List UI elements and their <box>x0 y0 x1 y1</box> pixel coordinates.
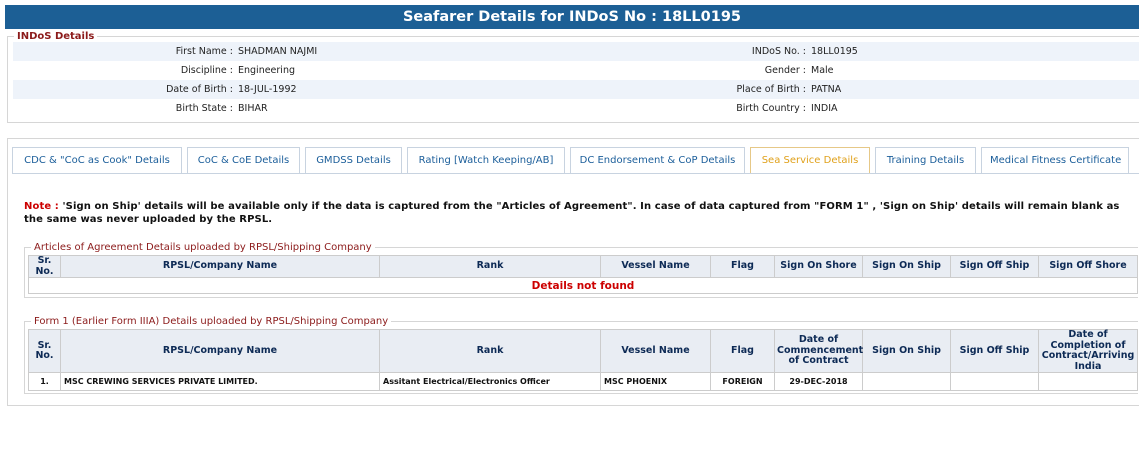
cell-flag: FOREIGN <box>711 373 775 391</box>
col-sr-no: Sr. No. <box>29 256 61 278</box>
sea-service-note <box>24 200 1136 226</box>
articles-of-agreement-table <box>28 255 1138 294</box>
tab-medical-fitness-certificate[interactable]: Medical Fitness Certificate <box>981 147 1129 174</box>
form1-legend: Form 1 (Earlier Form IIIA) Details uploaded by RPSL/Shipping Company <box>31 315 391 328</box>
cell-vessel-name: MSC PHOENIX <box>601 373 711 391</box>
birth-state-label: Birth State : <box>175 103 233 114</box>
tab-bar <box>12 147 1129 174</box>
articles-of-agreement-section <box>24 242 1138 298</box>
tab-gmdss-details[interactable]: GMDSS Details <box>305 147 402 174</box>
col-rank: Rank <box>380 256 601 278</box>
first-name-label: First Name : <box>13 42 233 61</box>
gender-label: Gender : <box>764 65 806 76</box>
col-sign-off-ship: Sign Off Ship <box>951 256 1039 278</box>
form1-table <box>28 329 1138 391</box>
date-of-birth-label: Date of Birth : <box>13 80 233 99</box>
cell-sr-no: 1. <box>29 373 61 391</box>
indos-row <box>13 99 1139 118</box>
cell-sign-off-ship <box>951 373 1039 391</box>
table-row <box>29 373 1138 391</box>
col-flag: Flag <box>711 256 775 278</box>
cell-date-of-commencement: 29-DEC-2018 <box>775 373 863 391</box>
date-of-birth-value: 18-JUL-1992 <box>233 80 686 99</box>
col-sign-on-shore: Sign On Shore <box>775 256 863 278</box>
cell-rpsl-company-name: MSC CREWING SERVICES PRIVATE LIMITED. <box>61 373 380 391</box>
col-rpsl-company-name: RPSL/Company Name <box>61 330 380 373</box>
col-date-of-commencement: Date of Commencement of Contract <box>775 330 863 373</box>
col-sign-on-ship: Sign On Ship <box>863 256 951 278</box>
tab-training-details[interactable]: Training Details <box>875 147 976 174</box>
col-rank: Rank <box>380 330 601 373</box>
cell-rank: Assitant Electrical/Electronics Officer <box>380 373 601 391</box>
indos-no-value: 18LL0195 <box>806 42 1139 61</box>
cell-sign-on-ship <box>863 373 951 391</box>
discipline-value: Engineering <box>238 65 295 76</box>
table-header-row <box>29 330 1138 373</box>
col-flag: Flag <box>711 330 775 373</box>
col-rpsl-company-name: RPSL/Company Name <box>61 256 380 278</box>
col-sign-off-shore: Sign Off Shore <box>1039 256 1138 278</box>
table-row <box>29 278 1138 294</box>
tab-cdc-coc-cook-details[interactable]: CDC & "CoC as Cook" Details <box>12 147 182 174</box>
page-title: Seafarer Details for INDoS No : 18LL0195 <box>5 5 1139 29</box>
col-sign-off-ship: Sign Off Ship <box>951 330 1039 373</box>
tab-coc-coe-details[interactable]: CoC & CoE Details <box>187 147 300 174</box>
birth-state-value: BIHAR <box>238 103 268 114</box>
indos-details-legend: INDoS Details <box>14 30 97 43</box>
gender-value: Male <box>811 65 834 76</box>
note-text: 'Sign on Ship' details will be available only if the data is captured from the "Articles of Agreement". In case of data captured from "FORM 1" , 'Sign on Ship' details will remain blank as the same was never uploaded by the RPSL. <box>24 201 1120 225</box>
indos-row <box>13 61 1139 80</box>
details-not-found-message: Details not found <box>29 278 1138 294</box>
tab-dc-endorsement-cop-details[interactable]: DC Endorsement & CoP Details <box>570 147 745 174</box>
indos-details-section <box>7 31 1139 123</box>
indos-row <box>13 42 1139 61</box>
tab-divider <box>12 173 1139 174</box>
cell-date-of-completion <box>1039 373 1138 391</box>
first-name-value: SHADMAN NAJMI <box>233 42 686 61</box>
birth-country-label: Birth Country : <box>736 103 806 114</box>
indos-row <box>13 80 1139 99</box>
discipline-label: Discipline : <box>180 65 233 76</box>
birth-country-value: INDIA <box>811 103 838 114</box>
note-label: Note : <box>24 201 59 212</box>
col-sr-no: Sr. No. <box>29 330 61 373</box>
col-date-of-completion: Date of Completion of Contract/Arriving India <box>1039 330 1138 373</box>
tab-sea-service-details[interactable]: Sea Service Details <box>750 147 870 174</box>
place-of-birth-value: PATNA <box>806 80 1139 99</box>
form1-section <box>24 316 1138 394</box>
indos-details-table <box>13 42 1139 118</box>
col-sign-on-ship: Sign On Ship <box>863 330 951 373</box>
articles-of-agreement-legend: Articles of Agreement Details uploaded by RPSL/Shipping Company <box>31 241 375 254</box>
col-vessel-name: Vessel Name <box>601 330 711 373</box>
table-header-row <box>29 256 1138 278</box>
place-of-birth-label: Place of Birth : <box>686 80 806 99</box>
col-vessel-name: Vessel Name <box>601 256 711 278</box>
tab-rating-watch-keeping[interactable]: Rating [Watch Keeping/AB] <box>407 147 565 174</box>
indos-no-label: INDoS No. : <box>686 42 806 61</box>
